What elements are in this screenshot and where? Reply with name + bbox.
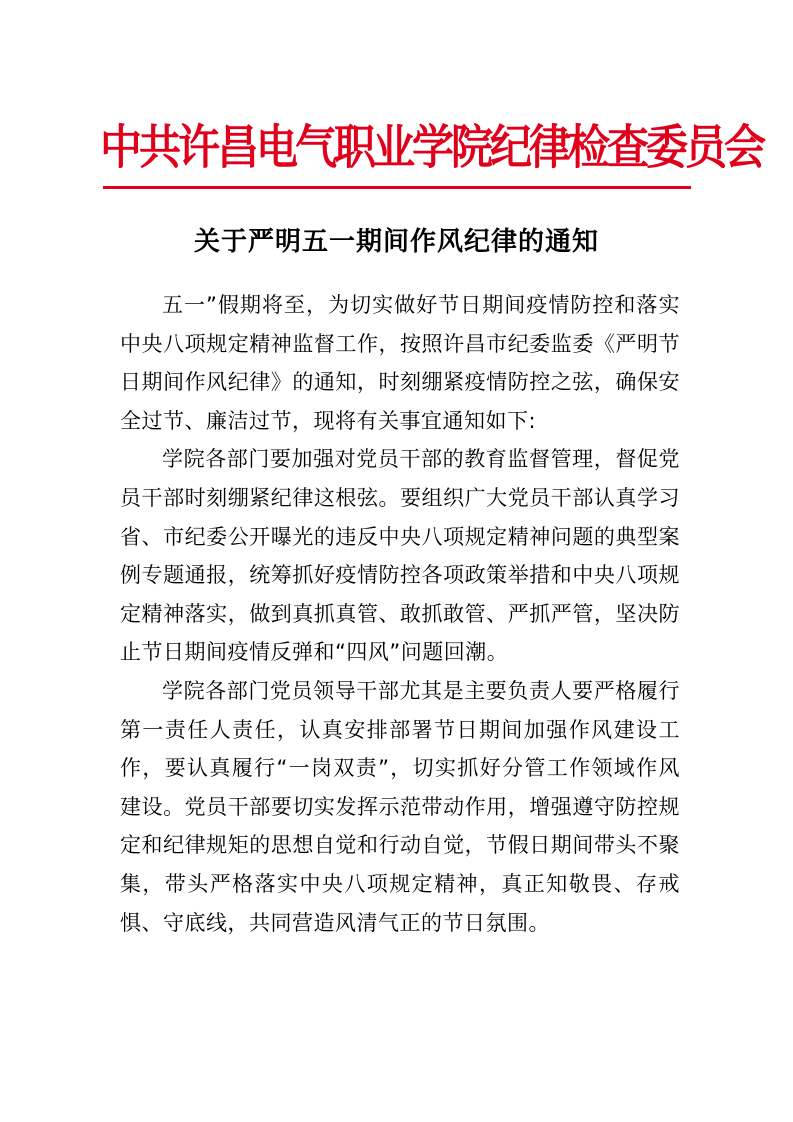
header-red-rule [103, 186, 691, 189]
paragraph-education-supervision: 学院各部门要加强对党员干部的教育监督管理，督促党员干部时刻绷紧纪律这根弦。要组织广大党员干部认真学习省、市纪委公开曝光的违反中央八项规定精神问题的典型案例专题通报，统筹抓好疫情防控各项政策举措和中央八项规定精神落实，做到真抓真管、敢抓敢管、严抓严管，坚决防止节日期间疫情反弹和“四风”问题回潮。 [120, 447, 680, 665]
organization-header: 中共许昌电气职业学院纪律检查委员会 [100, 119, 764, 175]
document-body [120, 286, 680, 942]
paragraph-intro: 五一”假期将至，为切实做好节日期间疫情防控和落实中央八项规定精神监督工作，按照许昌市纪委监委《严明节日期间作风纪律》的通知，时刻绷紧疫情防控之弦，确保安全过节、廉洁过节，现将有关事宜通知如下: [120, 293, 680, 433]
paragraph-leadership-responsibility: 学院各部门党员领导干部尤其是主要负责人要严格履行第一责任人责任，认真安排部署节日期间加强作风建设工作，要认真履行“一岗双责”，切实抓好分管工作领域作风建设。党员干部要切实发挥示范带动作用，增强遵守防控规定和纪律规矩的思想自觉和行动自觉，节假日期间带头不聚集，带头严格落实中央八项规定精神，真正知敬畏、存戒惧、守底线，共同营造风清气正的节日氛围。 [120, 678, 680, 935]
document-title: 关于严明五一期间作风纪律的通知 [193, 227, 599, 257]
